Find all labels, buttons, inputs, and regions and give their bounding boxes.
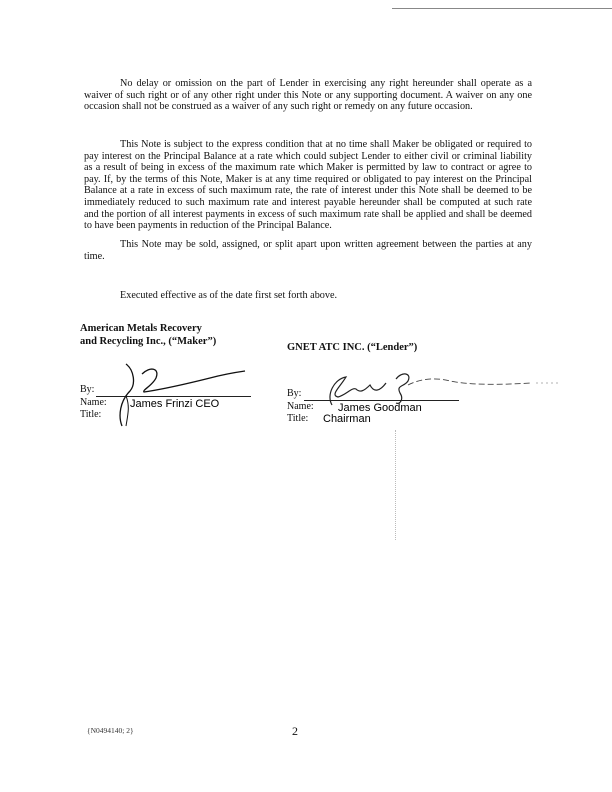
maker-name-line1: American Metals Recovery xyxy=(80,323,202,334)
top-edge-line xyxy=(392,8,612,9)
lender-name-label: Name: xyxy=(287,401,314,412)
paragraph-executed: Executed effective as of the date first set forth above. xyxy=(120,290,338,301)
lender-by-label: By: xyxy=(287,388,302,399)
maker-name-line2: and Recycling Inc., (“Maker”) xyxy=(80,336,217,347)
maker-typed-name: James Frinzi CEO xyxy=(130,398,220,410)
paragraph-waiver: No delay or omission on the part of Lender in exercising any right hereunder shall operate as a waiver of such right or of any other right under this Note or any supporting document. A waiver on any one occasion shall not be construed as a waiver of any such right or remedy on any future occasion. xyxy=(84,78,532,113)
document-id: {N0494140; 2} xyxy=(87,726,134,735)
scan-artifact-dots xyxy=(395,430,397,540)
lender-typed-name: James Goodman xyxy=(338,402,422,414)
maker-by-label: By: xyxy=(80,384,95,395)
page-number: 2 xyxy=(292,724,298,738)
lender-party-heading: GNET ATC INC. (“Lender”) xyxy=(287,342,418,353)
maker-signature xyxy=(100,356,250,428)
paragraph-maximum-rate: This Note is subject to the express condition that at no time shall Maker be obligated or required to pay interest on the Principal Balance at a rate which could subject Lender to either civil or criminal liability as a result of being in excess of the maximum rate which Maker is permitted by law to contract or agree to pay. If, by the terms of this Note, Maker is at any time required or obligated to pay interest on the Principal Balance at a rate in excess of such maximum rate, the rate of interest under this Note shall be deemed to be immediately reduced to such maximum rate and interest payable hereunder shall be computed at such rate and the portion of all interest payments in excess of such maximum rate shall be applied and shall be deemed to have been payments in reduction of the Principal Balance. xyxy=(84,139,532,232)
maker-title-label: Title: xyxy=(80,409,102,420)
lender-title-label: Title: xyxy=(287,413,309,424)
paragraph-assignment: This Note may be sold, assigned, or split apart upon written agreement between the parties at any time. xyxy=(84,239,532,262)
maker-party-heading xyxy=(80,322,280,348)
lender-signature xyxy=(300,365,560,415)
lender-typed-title: Chairman xyxy=(323,413,371,425)
maker-name-label: Name: xyxy=(80,397,107,408)
